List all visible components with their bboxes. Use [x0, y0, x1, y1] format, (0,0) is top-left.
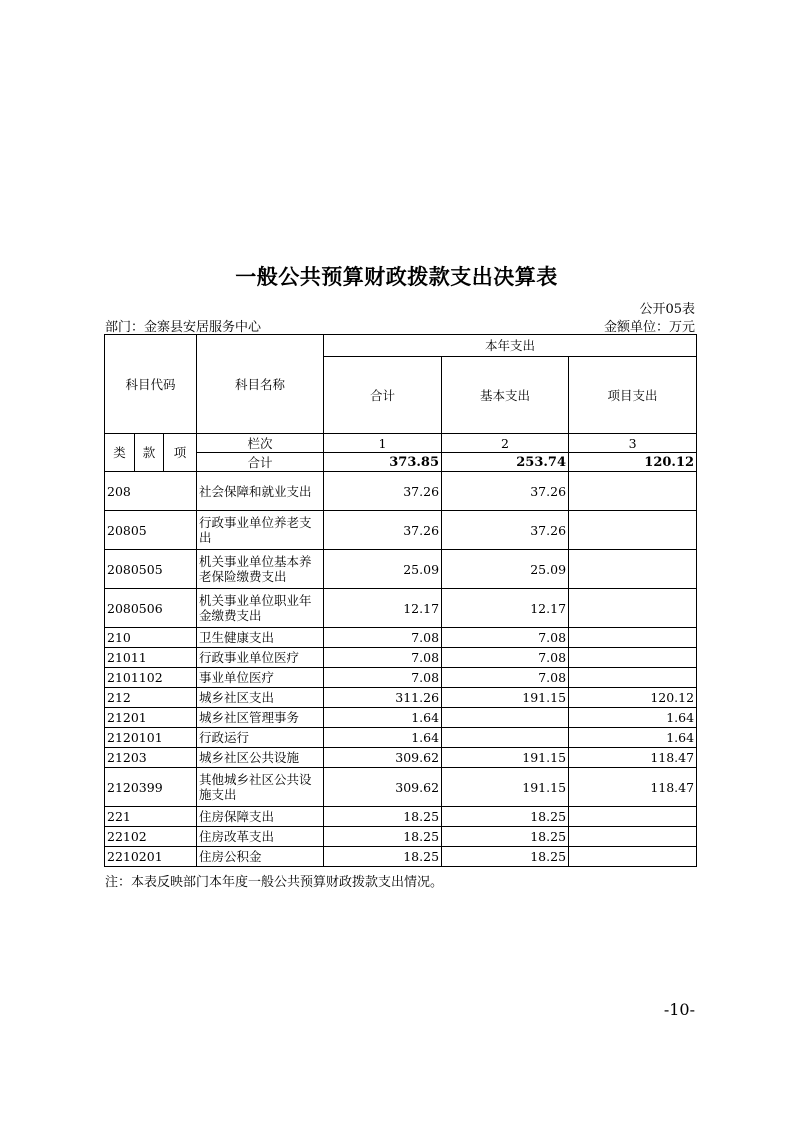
row-code: 221	[105, 807, 197, 827]
table-row	[105, 768, 697, 807]
row-basic: 12.17	[442, 589, 569, 628]
row-name: 行政事业单位医疗	[197, 648, 324, 668]
table-row	[105, 748, 697, 768]
header-year-expense: 本年支出	[324, 335, 697, 357]
table-note: 注：本表反映部门本年度一般公共预算财政拨款支出情况。	[105, 875, 444, 890]
row-total: 25.09	[324, 550, 442, 589]
table-row	[105, 550, 697, 589]
row-basic: 7.08	[442, 628, 569, 648]
row-name: 住房改革支出	[197, 827, 324, 847]
row-total: 12.17	[324, 589, 442, 628]
row-project	[569, 847, 697, 867]
row-name: 城乡社区支出	[197, 688, 324, 708]
row-name: 行政运行	[197, 728, 324, 748]
row-project	[569, 511, 697, 550]
row-project	[569, 648, 697, 668]
row-basic: 18.25	[442, 827, 569, 847]
row-code: 21201	[105, 708, 197, 728]
row-code: 21011	[105, 648, 197, 668]
row-name: 其他城乡社区公共设施支出	[197, 768, 324, 807]
row-total: 309.62	[324, 748, 442, 768]
table-row	[105, 472, 697, 511]
row-total: 309.62	[324, 768, 442, 807]
row-total: 37.26	[324, 472, 442, 511]
row-basic: 25.09	[442, 550, 569, 589]
row-project	[569, 668, 697, 688]
row-total: 18.25	[324, 807, 442, 827]
row-code: 22102	[105, 827, 197, 847]
row-total: 18.25	[324, 847, 442, 867]
row-code: 208	[105, 472, 197, 511]
header-lei: 类	[105, 434, 135, 472]
row-project	[569, 628, 697, 648]
table-row	[105, 708, 697, 728]
row-code: 2101102	[105, 668, 197, 688]
header-col2: 2	[442, 434, 569, 453]
row-basic: 191.15	[442, 688, 569, 708]
table-row	[105, 628, 697, 648]
row-code: 21203	[105, 748, 197, 768]
header-project: 项目支出	[569, 357, 697, 434]
row-basic: 191.15	[442, 768, 569, 807]
header-xiang: 项	[164, 434, 197, 472]
row-project	[569, 589, 697, 628]
row-project	[569, 807, 697, 827]
row-code: 2210201	[105, 847, 197, 867]
sum-label: 合计	[197, 453, 324, 472]
row-basic: 7.08	[442, 648, 569, 668]
row-project: 120.12	[569, 688, 697, 708]
row-name: 机关事业单位基本养老保险缴费支出	[197, 550, 324, 589]
header-total: 合计	[324, 357, 442, 434]
row-code: 2080505	[105, 550, 197, 589]
row-code: 2120399	[105, 768, 197, 807]
row-code: 20805	[105, 511, 197, 550]
table-row	[105, 589, 697, 628]
row-total: 7.08	[324, 648, 442, 668]
form-number: 公开05表	[639, 302, 695, 317]
row-total: 311.26	[324, 688, 442, 708]
row-name: 行政事业单位养老支出	[197, 511, 324, 550]
row-project	[569, 827, 697, 847]
header-col3: 3	[569, 434, 697, 453]
table-row	[105, 827, 697, 847]
sum-basic: 253.74	[442, 453, 569, 472]
page-title: 一般公共预算财政拨款支出决算表	[235, 265, 558, 289]
header-column-no: 栏次	[197, 434, 324, 453]
row-name: 事业单位医疗	[197, 668, 324, 688]
row-basic: 191.15	[442, 748, 569, 768]
header-kuan: 款	[135, 434, 164, 472]
table-row	[105, 688, 697, 708]
expenditure-table	[104, 334, 697, 867]
table-row	[105, 648, 697, 668]
sum-project: 120.12	[569, 453, 697, 472]
row-name: 卫生健康支出	[197, 628, 324, 648]
row-total: 7.08	[324, 668, 442, 688]
row-name: 社会保障和就业支出	[197, 472, 324, 511]
row-code: 212	[105, 688, 197, 708]
page-number: -10-	[663, 1000, 695, 1019]
row-basic: 7.08	[442, 668, 569, 688]
row-code: 210	[105, 628, 197, 648]
row-name: 住房公积金	[197, 847, 324, 867]
table-row	[105, 728, 697, 748]
amount-unit-label: 金额单位：万元	[603, 320, 695, 335]
row-total: 1.64	[324, 728, 442, 748]
row-total: 7.08	[324, 628, 442, 648]
row-basic: 37.26	[442, 511, 569, 550]
row-project: 118.47	[569, 768, 697, 807]
row-basic	[442, 728, 569, 748]
row-code: 2080506	[105, 589, 197, 628]
table-row	[105, 668, 697, 688]
table-row	[105, 807, 697, 827]
row-project: 1.64	[569, 728, 697, 748]
header-basic: 基本支出	[442, 357, 569, 434]
row-project	[569, 550, 697, 589]
header-col1: 1	[324, 434, 442, 453]
row-basic: 18.25	[442, 847, 569, 867]
row-basic: 37.26	[442, 472, 569, 511]
header-subject-name: 科目名称	[197, 335, 324, 434]
row-basic: 18.25	[442, 807, 569, 827]
row-code: 2120101	[105, 728, 197, 748]
row-name: 机关事业单位职业年金缴费支出	[197, 589, 324, 628]
row-total: 18.25	[324, 827, 442, 847]
row-project: 1.64	[569, 708, 697, 728]
row-total: 37.26	[324, 511, 442, 550]
row-basic	[442, 708, 569, 728]
header-subject-code: 科目代码	[105, 335, 197, 434]
row-project	[569, 472, 697, 511]
row-total: 1.64	[324, 708, 442, 728]
row-name: 城乡社区公共设施	[197, 748, 324, 768]
row-name: 住房保障支出	[197, 807, 324, 827]
sum-total: 373.85	[324, 453, 442, 472]
row-project: 118.47	[569, 748, 697, 768]
table-row	[105, 847, 697, 867]
department-label: 部门：金寨县安居服务中心	[105, 320, 262, 335]
row-name: 城乡社区管理事务	[197, 708, 324, 728]
table-row	[105, 511, 697, 550]
